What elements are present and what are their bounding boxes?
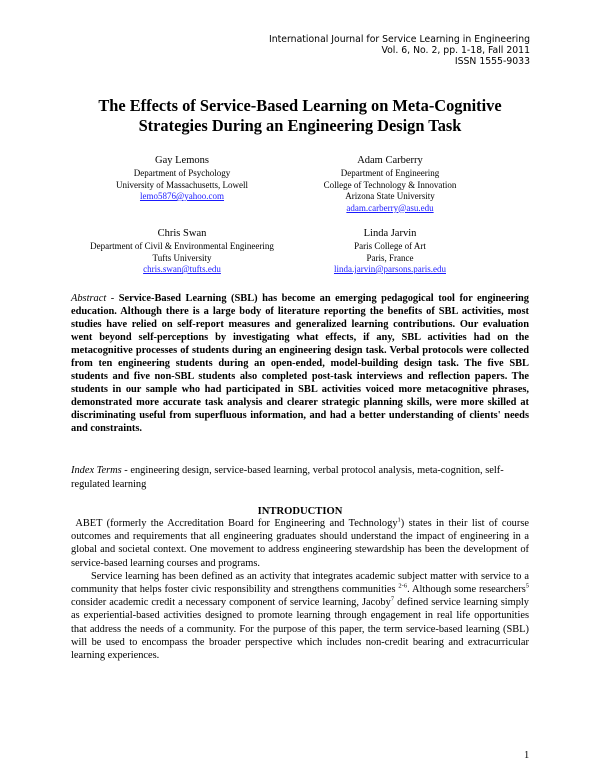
- author-email-link[interactable]: chris.swan@tufts.edu: [143, 264, 221, 274]
- intro-body: [71, 517, 529, 662]
- citation-ref: 5: [525, 582, 529, 590]
- page-number: 1: [524, 750, 530, 761]
- paper-title: [60, 96, 540, 136]
- text-run: Service learning has been defined as an activity that integrates academic subject matter with service to a community that helps foster civic responsibility and strengthens communities: [71, 570, 529, 596]
- author-block: [82, 227, 282, 276]
- author-block: [290, 154, 490, 214]
- abstract-label: Abstract: [71, 293, 107, 304]
- journal-issn: ISSN 1555-9033: [454, 56, 530, 68]
- author-institution: University of Massachusetts, Lowell: [116, 179, 248, 190]
- author-name: Chris Swan: [157, 228, 207, 239]
- author-department: Department of Psychology: [133, 168, 231, 178]
- author-block: [290, 227, 490, 276]
- text-run: ABET (formerly the Accreditation Board for Engineering and Technology: [75, 518, 398, 529]
- intro-paragraph-1: [71, 517, 529, 570]
- section-heading: INTRODUCTION: [257, 506, 343, 517]
- author-department: Paris College of Art: [354, 241, 426, 251]
- citation-ref: 2-6: [398, 582, 408, 590]
- text-run: consider academic credit a necessary component of service learning, Jacoby: [71, 597, 391, 609]
- text-run: . Although some researchers: [407, 584, 526, 596]
- author-institution: College of Technology & Innovation: [323, 179, 457, 190]
- index-terms-text: engineering design, service-based learning, verbal protocol analysis, meta-cognition, self-regulated learning: [71, 465, 504, 490]
- title-line-1: The Effects of Service-Based Learning on Meta-Cognitive: [98, 96, 502, 115]
- journal-header: [269, 34, 530, 68]
- author-name: Gay Lemons: [155, 155, 209, 166]
- author-email-link[interactable]: linda.jarvin@parsons.paris.edu: [333, 264, 446, 274]
- abstract: Abstract - Service-Based Learning (SBL) has become an emerging pedagogical tool for engineering education. Although there is a large body of literature reporting the benefits of SBL activities, most studies have relied on self-report measures and generalized learning contributions. Our evaluation went beyond self-perceptions by investigating what effects, if any, SBL activities had on the metacognitive processes of students during an engineering design task. Verbal protocols were collected from ten engineering students during an open-ended, model-building design task. The five SBL students and five non-SBL students also completed post-task interviews and reflection papers. The students in our sample who had participated in SBL activities voiced more metacognitive phrases, demonstrated more accurate task analysis and clearer strategic planning skills, were more skilled at discriminating useful from superfluous information, and had a better understanding of clients' needs and constraints.: [71, 293, 529, 435]
- author-email-link[interactable]: lemo5876@yahoo.com: [139, 191, 225, 201]
- author-institution: Tufts University: [152, 252, 212, 263]
- journal-volume: Vol. 6, No. 2, pp. 1-18, Fall 2011: [381, 45, 530, 57]
- author-department: Department of Civil & Environmental Engineering: [90, 241, 274, 251]
- text-run: defined service learning simply as experiential-based activities designed to promote learning through engagement in real life opportunities that address the needs of a community. For the purpose of this paper, the term service-based learning (SBL) will be used to encompass the broader perspective which includes non-credit bearing and extracurricular learning experiences.: [71, 597, 529, 662]
- title-line-2: Strategies During an Engineering Design Task: [138, 116, 462, 135]
- citation-ref: 7: [390, 595, 395, 603]
- intro-paragraph-2: [71, 570, 529, 662]
- author-location: Arizona State University: [345, 191, 435, 201]
- citation-ref: 1: [397, 516, 401, 524]
- abstract-text: Service-Based Learning (SBL) has become an emerging pedagogical tool for engineering education. Although there is a large body of literature reporting the benefits of SBL activities, most studies have relied on self-report measures and generalized learning contributions. Our evaluation went beyond self-perceptions by investigating what effects, if any, SBL activities had on the metacognitive processes of students during an engineering design task. Verbal protocols were collected from ten engineering students during an open-ended, model-building design task. The five SBL students and five non-SBL students also completed post-task interviews and reflection papers. The students in our sample who had participated in SBL activities voiced more metacognitive phrases, demonstrated more accurate task analysis and clearer strategic planning skills, were more skilled at discriminating useful from superfluous information, and had a better understanding of clients' needs and constraints.: [71, 293, 529, 435]
- index-terms-label: Index Terms: [71, 465, 122, 476]
- journal-name: International Journal for Service Learning in Engineering: [269, 34, 530, 45]
- author-block: [82, 154, 282, 203]
- index-terms: Index Terms - engineering design, service-based learning, verbal protocol analysis, meta-cognition, self-regulated learning: [71, 465, 504, 490]
- author-name: Adam Carberry: [357, 155, 423, 166]
- author-department: Department of Engineering: [340, 168, 440, 178]
- author-email-link[interactable]: adam.carberry@asu.edu: [346, 202, 434, 213]
- text-run: ) states in their list of course outcomes and requirements that all engineering graduates should understand the impact of engineering in a global and societal context. One movement to address engineering stewardship has been the development of service-based learning courses and programs.: [71, 518, 529, 569]
- author-institution: Paris, France: [366, 252, 414, 263]
- author-name: Linda Jarvin: [363, 228, 417, 239]
